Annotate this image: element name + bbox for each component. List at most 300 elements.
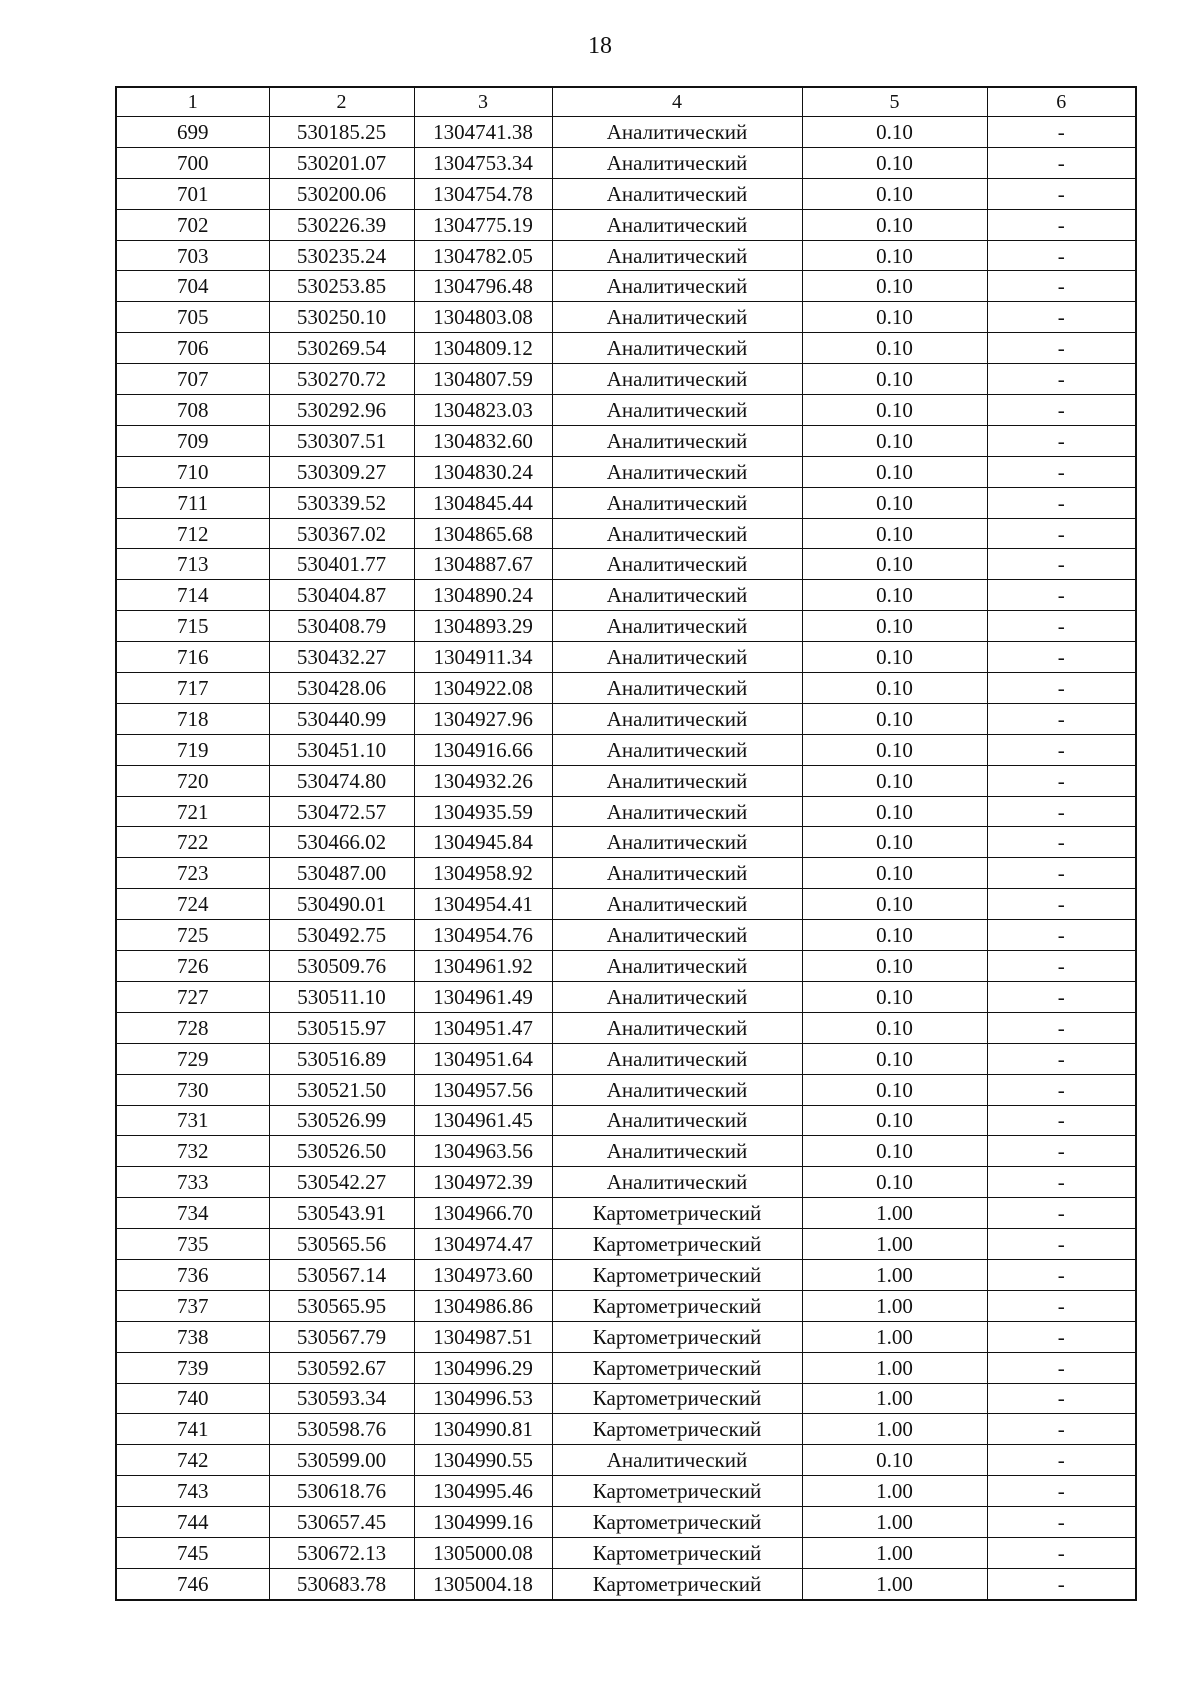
y-coordinate-cell: 1305000.08 xyxy=(414,1537,552,1568)
coordinates-table xyxy=(115,86,1137,1601)
x-coordinate-cell: 530408.79 xyxy=(269,611,414,642)
point-number-cell: 710 xyxy=(116,456,269,487)
method-cell: Аналитический xyxy=(552,549,802,580)
column-header-6: 6 xyxy=(987,87,1136,117)
note-cell: - xyxy=(987,425,1136,456)
accuracy-cell: 1.00 xyxy=(802,1568,987,1599)
point-number-cell: 727 xyxy=(116,981,269,1012)
table-row xyxy=(116,271,1136,302)
x-coordinate-cell: 530521.50 xyxy=(269,1074,414,1105)
accuracy-cell: 0.10 xyxy=(802,734,987,765)
page-number: 18 xyxy=(588,33,612,59)
y-coordinate-cell: 1304753.34 xyxy=(414,147,552,178)
method-cell: Картометрический xyxy=(552,1198,802,1229)
table-row xyxy=(116,425,1136,456)
note-cell: - xyxy=(987,580,1136,611)
method-cell: Аналитический xyxy=(552,1043,802,1074)
method-cell: Аналитический xyxy=(552,827,802,858)
accuracy-cell: 0.10 xyxy=(802,209,987,240)
table-row xyxy=(116,395,1136,426)
y-coordinate-cell: 1304990.81 xyxy=(414,1414,552,1445)
method-cell: Картометрический xyxy=(552,1383,802,1414)
note-cell: - xyxy=(987,1321,1136,1352)
x-coordinate-cell: 530542.27 xyxy=(269,1167,414,1198)
y-coordinate-cell: 1304832.60 xyxy=(414,425,552,456)
method-cell: Аналитический xyxy=(552,518,802,549)
method-cell: Аналитический xyxy=(552,364,802,395)
note-cell: - xyxy=(987,827,1136,858)
note-cell: - xyxy=(987,673,1136,704)
note-cell: - xyxy=(987,1229,1136,1260)
x-coordinate-cell: 530401.77 xyxy=(269,549,414,580)
table-row xyxy=(116,1198,1136,1229)
accuracy-cell: 0.10 xyxy=(802,425,987,456)
point-number-cell: 720 xyxy=(116,765,269,796)
point-number-cell: 708 xyxy=(116,395,269,426)
method-cell: Аналитический xyxy=(552,765,802,796)
y-coordinate-cell: 1305004.18 xyxy=(414,1568,552,1599)
accuracy-cell: 0.10 xyxy=(802,1136,987,1167)
accuracy-cell: 1.00 xyxy=(802,1321,987,1352)
point-number-cell: 746 xyxy=(116,1568,269,1599)
x-coordinate-cell: 530599.00 xyxy=(269,1445,414,1476)
x-coordinate-cell: 530269.54 xyxy=(269,333,414,364)
table-row xyxy=(116,1476,1136,1507)
accuracy-cell: 0.10 xyxy=(802,981,987,1012)
table-row xyxy=(116,611,1136,642)
note-cell: - xyxy=(987,858,1136,889)
note-cell: - xyxy=(987,1537,1136,1568)
point-number-cell: 699 xyxy=(116,117,269,148)
accuracy-cell: 0.10 xyxy=(802,889,987,920)
column-header-2: 2 xyxy=(269,87,414,117)
y-coordinate-cell: 1304954.76 xyxy=(414,920,552,951)
note-cell: - xyxy=(987,240,1136,271)
point-number-cell: 743 xyxy=(116,1476,269,1507)
y-coordinate-cell: 1304974.47 xyxy=(414,1229,552,1260)
table-row xyxy=(116,1229,1136,1260)
accuracy-cell: 0.10 xyxy=(802,178,987,209)
method-cell: Картометрический xyxy=(552,1259,802,1290)
y-coordinate-cell: 1304990.55 xyxy=(414,1445,552,1476)
method-cell: Картометрический xyxy=(552,1290,802,1321)
y-coordinate-cell: 1304890.24 xyxy=(414,580,552,611)
y-coordinate-cell: 1304911.34 xyxy=(414,642,552,673)
x-coordinate-cell: 530201.07 xyxy=(269,147,414,178)
table-row xyxy=(116,364,1136,395)
method-cell: Аналитический xyxy=(552,858,802,889)
y-coordinate-cell: 1304935.59 xyxy=(414,796,552,827)
table-header xyxy=(116,87,1136,117)
table-row xyxy=(116,209,1136,240)
note-cell: - xyxy=(987,302,1136,333)
accuracy-cell: 0.10 xyxy=(802,1445,987,1476)
method-cell: Аналитический xyxy=(552,981,802,1012)
point-number-cell: 700 xyxy=(116,147,269,178)
method-cell: Картометрический xyxy=(552,1568,802,1599)
note-cell: - xyxy=(987,796,1136,827)
accuracy-cell: 1.00 xyxy=(802,1259,987,1290)
x-coordinate-cell: 530185.25 xyxy=(269,117,414,148)
y-coordinate-cell: 1304741.38 xyxy=(414,117,552,148)
table-row xyxy=(116,487,1136,518)
accuracy-cell: 1.00 xyxy=(802,1229,987,1260)
accuracy-cell: 0.10 xyxy=(802,364,987,395)
accuracy-cell: 0.10 xyxy=(802,549,987,580)
table-body xyxy=(116,117,1136,1600)
note-cell: - xyxy=(987,734,1136,765)
method-cell: Картометрический xyxy=(552,1352,802,1383)
table-row xyxy=(116,302,1136,333)
method-cell: Аналитический xyxy=(552,456,802,487)
note-cell: - xyxy=(987,1259,1136,1290)
accuracy-cell: 0.10 xyxy=(802,1074,987,1105)
method-cell: Аналитический xyxy=(552,673,802,704)
table-row xyxy=(116,796,1136,827)
method-cell: Аналитический xyxy=(552,703,802,734)
point-number-cell: 729 xyxy=(116,1043,269,1074)
method-cell: Аналитический xyxy=(552,1012,802,1043)
x-coordinate-cell: 530432.27 xyxy=(269,642,414,673)
method-cell: Аналитический xyxy=(552,1074,802,1105)
point-number-cell: 719 xyxy=(116,734,269,765)
table-row xyxy=(116,1167,1136,1198)
x-coordinate-cell: 530516.89 xyxy=(269,1043,414,1074)
y-coordinate-cell: 1304963.56 xyxy=(414,1136,552,1167)
method-cell: Аналитический xyxy=(552,487,802,518)
table-row xyxy=(116,673,1136,704)
x-coordinate-cell: 530472.57 xyxy=(269,796,414,827)
table-row xyxy=(116,1043,1136,1074)
point-number-cell: 730 xyxy=(116,1074,269,1105)
table-row xyxy=(116,549,1136,580)
method-cell: Аналитический xyxy=(552,117,802,148)
point-number-cell: 709 xyxy=(116,425,269,456)
point-number-cell: 704 xyxy=(116,271,269,302)
x-coordinate-cell: 530543.91 xyxy=(269,1198,414,1229)
y-coordinate-cell: 1304887.67 xyxy=(414,549,552,580)
table-row xyxy=(116,920,1136,951)
y-coordinate-cell: 1304775.19 xyxy=(414,209,552,240)
accuracy-cell: 0.10 xyxy=(802,117,987,148)
point-number-cell: 721 xyxy=(116,796,269,827)
method-cell: Аналитический xyxy=(552,580,802,611)
point-number-cell: 733 xyxy=(116,1167,269,1198)
y-coordinate-cell: 1304845.44 xyxy=(414,487,552,518)
accuracy-cell: 1.00 xyxy=(802,1198,987,1229)
x-coordinate-cell: 530492.75 xyxy=(269,920,414,951)
x-coordinate-cell: 530490.01 xyxy=(269,889,414,920)
y-coordinate-cell: 1304945.84 xyxy=(414,827,552,858)
method-cell: Аналитический xyxy=(552,1167,802,1198)
table-row xyxy=(116,703,1136,734)
method-cell: Аналитический xyxy=(552,734,802,765)
point-number-cell: 705 xyxy=(116,302,269,333)
method-cell: Аналитический xyxy=(552,920,802,951)
accuracy-cell: 0.10 xyxy=(802,827,987,858)
method-cell: Картометрический xyxy=(552,1476,802,1507)
y-coordinate-cell: 1304927.96 xyxy=(414,703,552,734)
x-coordinate-cell: 530526.50 xyxy=(269,1136,414,1167)
note-cell: - xyxy=(987,611,1136,642)
x-coordinate-cell: 530428.06 xyxy=(269,673,414,704)
y-coordinate-cell: 1304754.78 xyxy=(414,178,552,209)
y-coordinate-cell: 1304996.29 xyxy=(414,1352,552,1383)
accuracy-cell: 0.10 xyxy=(802,858,987,889)
note-cell: - xyxy=(987,549,1136,580)
accuracy-cell: 0.10 xyxy=(802,580,987,611)
point-number-cell: 723 xyxy=(116,858,269,889)
accuracy-cell: 1.00 xyxy=(802,1507,987,1538)
x-coordinate-cell: 530509.76 xyxy=(269,951,414,982)
point-number-cell: 731 xyxy=(116,1105,269,1136)
x-coordinate-cell: 530466.02 xyxy=(269,827,414,858)
point-number-cell: 703 xyxy=(116,240,269,271)
y-coordinate-cell: 1304823.03 xyxy=(414,395,552,426)
x-coordinate-cell: 530515.97 xyxy=(269,1012,414,1043)
column-header-3: 3 xyxy=(414,87,552,117)
accuracy-cell: 0.10 xyxy=(802,1167,987,1198)
y-coordinate-cell: 1304954.41 xyxy=(414,889,552,920)
y-coordinate-cell: 1304807.59 xyxy=(414,364,552,395)
x-coordinate-cell: 530474.80 xyxy=(269,765,414,796)
table-row xyxy=(116,178,1136,209)
y-coordinate-cell: 1304865.68 xyxy=(414,518,552,549)
point-number-cell: 740 xyxy=(116,1383,269,1414)
x-coordinate-cell: 530565.95 xyxy=(269,1290,414,1321)
accuracy-cell: 0.10 xyxy=(802,642,987,673)
method-cell: Аналитический xyxy=(552,951,802,982)
accuracy-cell: 0.10 xyxy=(802,518,987,549)
y-coordinate-cell: 1304972.39 xyxy=(414,1167,552,1198)
method-cell: Аналитический xyxy=(552,333,802,364)
note-cell: - xyxy=(987,178,1136,209)
accuracy-cell: 1.00 xyxy=(802,1290,987,1321)
y-coordinate-cell: 1304987.51 xyxy=(414,1321,552,1352)
note-cell: - xyxy=(987,1414,1136,1445)
note-cell: - xyxy=(987,1290,1136,1321)
y-coordinate-cell: 1304999.16 xyxy=(414,1507,552,1538)
method-cell: Аналитический xyxy=(552,1105,802,1136)
table-row xyxy=(116,1383,1136,1414)
table-row xyxy=(116,580,1136,611)
y-coordinate-cell: 1304961.49 xyxy=(414,981,552,1012)
accuracy-cell: 0.10 xyxy=(802,673,987,704)
point-number-cell: 741 xyxy=(116,1414,269,1445)
x-coordinate-cell: 530593.34 xyxy=(269,1383,414,1414)
note-cell: - xyxy=(987,333,1136,364)
method-cell: Картометрический xyxy=(552,1537,802,1568)
point-number-cell: 728 xyxy=(116,1012,269,1043)
accuracy-cell: 0.10 xyxy=(802,920,987,951)
note-cell: - xyxy=(987,1105,1136,1136)
method-cell: Картометрический xyxy=(552,1414,802,1445)
note-cell: - xyxy=(987,1167,1136,1198)
point-number-cell: 717 xyxy=(116,673,269,704)
y-coordinate-cell: 1304957.56 xyxy=(414,1074,552,1105)
table-row xyxy=(116,1352,1136,1383)
method-cell: Аналитический xyxy=(552,889,802,920)
method-cell: Аналитический xyxy=(552,395,802,426)
accuracy-cell: 1.00 xyxy=(802,1414,987,1445)
x-coordinate-cell: 530307.51 xyxy=(269,425,414,456)
point-number-cell: 744 xyxy=(116,1507,269,1538)
table-row xyxy=(116,1105,1136,1136)
method-cell: Картометрический xyxy=(552,1321,802,1352)
table-row xyxy=(116,858,1136,889)
point-number-cell: 732 xyxy=(116,1136,269,1167)
point-number-cell: 701 xyxy=(116,178,269,209)
method-cell: Аналитический xyxy=(552,240,802,271)
point-number-cell: 739 xyxy=(116,1352,269,1383)
x-coordinate-cell: 530526.99 xyxy=(269,1105,414,1136)
note-cell: - xyxy=(987,1383,1136,1414)
point-number-cell: 716 xyxy=(116,642,269,673)
y-coordinate-cell: 1304803.08 xyxy=(414,302,552,333)
y-coordinate-cell: 1304951.64 xyxy=(414,1043,552,1074)
method-cell: Аналитический xyxy=(552,642,802,673)
table-row xyxy=(116,889,1136,920)
note-cell: - xyxy=(987,364,1136,395)
point-number-cell: 735 xyxy=(116,1229,269,1260)
y-coordinate-cell: 1304782.05 xyxy=(414,240,552,271)
note-cell: - xyxy=(987,209,1136,240)
note-cell: - xyxy=(987,1074,1136,1105)
note-cell: - xyxy=(987,920,1136,951)
point-number-cell: 714 xyxy=(116,580,269,611)
table-row xyxy=(116,1290,1136,1321)
point-number-cell: 711 xyxy=(116,487,269,518)
x-coordinate-cell: 530309.27 xyxy=(269,456,414,487)
point-number-cell: 725 xyxy=(116,920,269,951)
note-cell: - xyxy=(987,703,1136,734)
table-row xyxy=(116,1507,1136,1538)
note-cell: - xyxy=(987,981,1136,1012)
table-row xyxy=(116,117,1136,148)
accuracy-cell: 0.10 xyxy=(802,302,987,333)
table-row xyxy=(116,1445,1136,1476)
y-coordinate-cell: 1304922.08 xyxy=(414,673,552,704)
accuracy-cell: 0.10 xyxy=(802,147,987,178)
point-number-cell: 737 xyxy=(116,1290,269,1321)
method-cell: Аналитический xyxy=(552,178,802,209)
column-header-5: 5 xyxy=(802,87,987,117)
column-header-1: 1 xyxy=(116,87,269,117)
y-coordinate-cell: 1304961.45 xyxy=(414,1105,552,1136)
y-coordinate-cell: 1304996.53 xyxy=(414,1383,552,1414)
x-coordinate-cell: 530487.00 xyxy=(269,858,414,889)
note-cell: - xyxy=(987,1198,1136,1229)
point-number-cell: 702 xyxy=(116,209,269,240)
table-row xyxy=(116,240,1136,271)
x-coordinate-cell: 530511.10 xyxy=(269,981,414,1012)
note-cell: - xyxy=(987,487,1136,518)
table-row xyxy=(116,1414,1136,1445)
method-cell: Аналитический xyxy=(552,611,802,642)
method-cell: Аналитический xyxy=(552,271,802,302)
table-row xyxy=(116,1012,1136,1043)
x-coordinate-cell: 530250.10 xyxy=(269,302,414,333)
point-number-cell: 742 xyxy=(116,1445,269,1476)
point-number-cell: 734 xyxy=(116,1198,269,1229)
note-cell: - xyxy=(987,147,1136,178)
note-cell: - xyxy=(987,518,1136,549)
y-coordinate-cell: 1304966.70 xyxy=(414,1198,552,1229)
note-cell: - xyxy=(987,1352,1136,1383)
accuracy-cell: 1.00 xyxy=(802,1383,987,1414)
table-row xyxy=(116,518,1136,549)
table-row xyxy=(116,1321,1136,1352)
point-number-cell: 707 xyxy=(116,364,269,395)
method-cell: Аналитический xyxy=(552,209,802,240)
x-coordinate-cell: 530440.99 xyxy=(269,703,414,734)
accuracy-cell: 0.10 xyxy=(802,271,987,302)
y-coordinate-cell: 1304830.24 xyxy=(414,456,552,487)
y-coordinate-cell: 1304958.92 xyxy=(414,858,552,889)
y-coordinate-cell: 1304973.60 xyxy=(414,1259,552,1290)
method-cell: Аналитический xyxy=(552,302,802,333)
accuracy-cell: 0.10 xyxy=(802,456,987,487)
x-coordinate-cell: 530618.76 xyxy=(269,1476,414,1507)
accuracy-cell: 0.10 xyxy=(802,951,987,982)
y-coordinate-cell: 1304916.66 xyxy=(414,734,552,765)
x-coordinate-cell: 530270.72 xyxy=(269,364,414,395)
note-cell: - xyxy=(987,1476,1136,1507)
point-number-cell: 713 xyxy=(116,549,269,580)
accuracy-cell: 0.10 xyxy=(802,703,987,734)
table-row xyxy=(116,765,1136,796)
point-number-cell: 715 xyxy=(116,611,269,642)
table-row xyxy=(116,333,1136,364)
table-row xyxy=(116,642,1136,673)
y-coordinate-cell: 1304796.48 xyxy=(414,271,552,302)
accuracy-cell: 0.10 xyxy=(802,796,987,827)
table-row xyxy=(116,1537,1136,1568)
x-coordinate-cell: 530451.10 xyxy=(269,734,414,765)
note-cell: - xyxy=(987,271,1136,302)
y-coordinate-cell: 1304809.12 xyxy=(414,333,552,364)
note-cell: - xyxy=(987,1445,1136,1476)
note-cell: - xyxy=(987,117,1136,148)
table-row xyxy=(116,1074,1136,1105)
note-cell: - xyxy=(987,1568,1136,1599)
x-coordinate-cell: 530367.02 xyxy=(269,518,414,549)
note-cell: - xyxy=(987,642,1136,673)
point-number-cell: 718 xyxy=(116,703,269,734)
point-number-cell: 738 xyxy=(116,1321,269,1352)
note-cell: - xyxy=(987,1136,1136,1167)
accuracy-cell: 0.10 xyxy=(802,333,987,364)
point-number-cell: 745 xyxy=(116,1537,269,1568)
x-coordinate-cell: 530567.14 xyxy=(269,1259,414,1290)
y-coordinate-cell: 1304951.47 xyxy=(414,1012,552,1043)
method-cell: Аналитический xyxy=(552,147,802,178)
point-number-cell: 726 xyxy=(116,951,269,982)
x-coordinate-cell: 530226.39 xyxy=(269,209,414,240)
x-coordinate-cell: 530253.85 xyxy=(269,271,414,302)
column-header-4: 4 xyxy=(552,87,802,117)
x-coordinate-cell: 530567.79 xyxy=(269,1321,414,1352)
x-coordinate-cell: 530235.24 xyxy=(269,240,414,271)
accuracy-cell: 1.00 xyxy=(802,1352,987,1383)
x-coordinate-cell: 530404.87 xyxy=(269,580,414,611)
y-coordinate-cell: 1304961.92 xyxy=(414,951,552,982)
x-coordinate-cell: 530200.06 xyxy=(269,178,414,209)
point-number-cell: 712 xyxy=(116,518,269,549)
method-cell: Картометрический xyxy=(552,1507,802,1538)
accuracy-cell: 0.10 xyxy=(802,240,987,271)
method-cell: Картометрический xyxy=(552,1229,802,1260)
